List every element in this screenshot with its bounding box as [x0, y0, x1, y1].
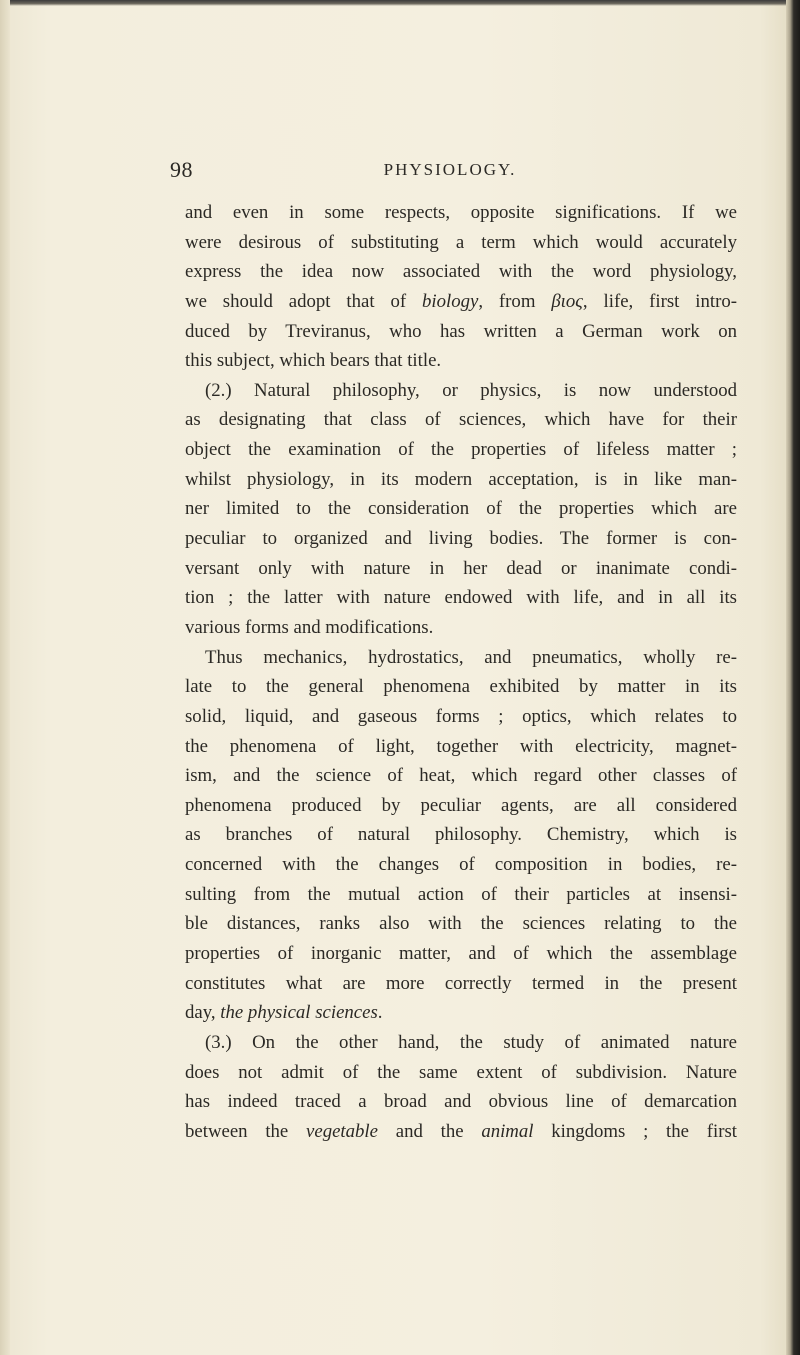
italic-term: vegetable	[306, 1120, 378, 1142]
text-line: Thus mechanics, hydrostatics, and pneumatics, wholly re-	[205, 646, 737, 668]
text-line: tion ; the latter with nature endowed with life, and in all its	[185, 587, 737, 609]
text-line: ble distances, ranks also with the sciences relating to the	[185, 913, 737, 935]
italic-term: biology	[421, 290, 479, 312]
line-part: , life, first intro-	[582, 290, 737, 312]
text-line: does not admit of the same extent of subdivision. Nature	[185, 1061, 737, 1083]
text-line: phenomena produced by peculiar agents, are all considered	[185, 794, 737, 816]
text-line: duced by Treviranus, who has written a German work on	[185, 320, 737, 342]
line-part: and the	[377, 1120, 482, 1142]
text-line: and even in some respects, opposite significations. If we	[185, 202, 737, 223]
text-line: express the idea now associated with the word physiology,	[185, 261, 737, 283]
text-line: ism, and the science of heat, which regard other classes of	[185, 765, 737, 787]
text-line	[185, 1117, 737, 1147]
line-part: between the	[185, 1120, 307, 1142]
text-line	[185, 287, 737, 317]
text-line: has indeed traced a broad and obvious line of demarcation	[185, 1091, 737, 1113]
line-part: .	[377, 1002, 383, 1024]
text-line: this subject, which bears that title.	[185, 350, 442, 372]
text-line: sulting from the mutual action of their particles at insensi-	[185, 883, 737, 905]
body-text	[185, 198, 737, 1147]
text-line: various forms and modifications.	[185, 616, 434, 638]
italic-term: animal	[481, 1120, 534, 1142]
line-part: day,	[185, 1002, 221, 1024]
text-line: late to the general phenomena exhibited by matter in its	[185, 676, 737, 698]
text-line: the phenomena of light, together with electricity, magnet-	[185, 735, 737, 757]
line-part: , from	[478, 290, 552, 312]
text-line: concerned with the changes of composition in bodies, re-	[185, 854, 737, 876]
text-line: constitutes what are more correctly termed in the present	[185, 972, 737, 994]
text-line: properties of inorganic matter, and of which the assemblage	[185, 943, 737, 965]
text-line: solid, liquid, and gaseous forms ; optics, which relates to	[185, 705, 737, 727]
line-part: we should adopt that of	[185, 290, 422, 312]
text-line: were desirous of substituting a term which would accurately	[185, 231, 737, 253]
text-line: peculiar to organized and living bodies. The former is con-	[185, 528, 737, 550]
greek-term: βιος	[551, 290, 583, 312]
page-header	[170, 157, 730, 187]
text-line: as branches of natural philosophy. Chemistry, which is	[185, 824, 737, 846]
text-line: as designating that class of sciences, which have for their	[185, 409, 737, 431]
page-number: 98	[170, 157, 193, 182]
page-top-edge	[0, 0, 800, 6]
text-line: whilst physiology, in its modern acceptation, is in like man-	[185, 468, 737, 490]
text-line: versant only with nature in her dead or inanimate condi-	[185, 557, 737, 579]
text-line: (2.) Natural philosophy, or physics, is now understood	[205, 379, 737, 401]
text-line: object the examination of the properties of lifeless matter ;	[185, 439, 737, 461]
running-head: PHYSIOLOGY.	[383, 160, 517, 179]
italic-term: the physical sciences	[220, 1002, 378, 1024]
text-line: ner limited to the consideration of the properties which are	[185, 498, 737, 520]
page-left-edge	[0, 0, 10, 1355]
book-spine-shadow	[786, 0, 800, 1355]
line-part: kingdoms ; the first	[533, 1120, 737, 1142]
text-line	[185, 998, 737, 1028]
text-line: (3.) On the other hand, the study of animated nature	[205, 1031, 737, 1053]
